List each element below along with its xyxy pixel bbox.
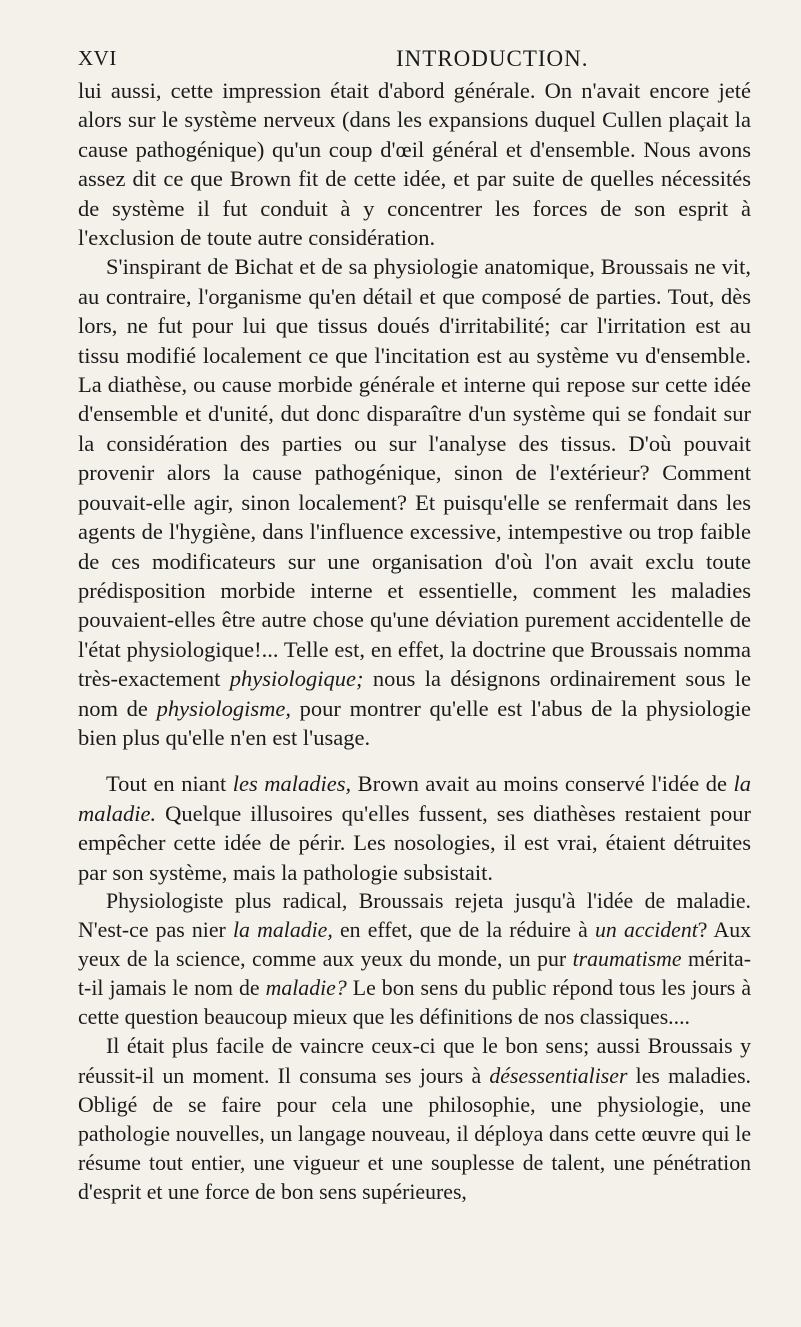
- italic-term: la maladie.: [78, 771, 751, 826]
- text-run: Il était plus facile de vaincre ceux-ci que le bon sens; aussi Broussais y réussit-il un moment. Il consuma ses jours à: [78, 1034, 751, 1088]
- page-header: [78, 0, 751, 76]
- body-text: [78, 76, 751, 1207]
- page-number: XVI: [78, 46, 117, 70]
- text-run: Quelque illusoires qu'elles fussent, ses diathèses restaient pour empêcher cette idée de périr. Les nosologies, il est vrai, étaient détruites par son système, mais la pathologie subsistait.: [78, 800, 751, 885]
- paragraph-2: [78, 252, 751, 752]
- paragraph-3: [78, 769, 751, 887]
- text-run: Tout en niant: [106, 771, 233, 797]
- italic-term: un accident: [594, 918, 698, 943]
- italic-term: la maladie,: [232, 918, 333, 943]
- text-run: en effet, que de la réduire à: [332, 918, 595, 943]
- italic-term: physiologique;: [229, 666, 364, 692]
- text-run: pour montrer qu'elle est l'abus de la physiologie bien plus qu'elle n'en est l'usage.: [78, 695, 751, 750]
- italic-term: traumatisme: [572, 947, 682, 972]
- italic-term: maladie?: [265, 976, 347, 1001]
- text-run: Physiologiste plus radical, Broussais rejeta jusqu'à l'idée de maladie. N'est-ce pas nier: [78, 888, 751, 943]
- running-title: INTRODUCTION.: [396, 46, 589, 71]
- text-run: les maladies. Obligé de se faire pour cela une philosophie, une physiologie, une pathologie nouvelles, un langage nouveau, il déploya dans cette œuvre qui le résume tout entier, une vigueur et une souplesse de talent, une pénétration d'esprit et une force de bon sens supérieures,: [78, 1063, 752, 1204]
- paragraph-5: [78, 1032, 751, 1207]
- italic-term: les maladies,: [232, 771, 352, 797]
- paragraph-4: [78, 887, 751, 1032]
- text-run: nous la désignons ordinairement sous le nom de: [78, 666, 751, 721]
- italic-term: physiologisme,: [156, 695, 291, 721]
- text-run: ? Aux yeux de la science, comme aux yeux du monde, un pur: [78, 918, 751, 972]
- paragraph-1: [78, 76, 751, 252]
- text-run: Brown avait au moins conservé l'idée de: [351, 771, 734, 797]
- text-run: lui aussi, cette impression était d'abord générale. On n'avait encore jeté alors sur le système nerveux (dans les expansions duquel Cullen plaçait la cause pathogénique) qu'un coup d'œil général et d'ensemble. Nous avons assez dit ce que Brown fit de cette idée, et par suite de quelles nécessités de système il fut conduit à y concentrer les forces de son esprit à l'exclusion de toute autre considération.: [78, 78, 751, 251]
- text-run: Le bon sens du public répond tous les jours à cette question beaucoup mieux que les définitions de nos classiques....: [78, 976, 751, 1030]
- text-run: S'inspirant de Bichat et de sa physiologie anatomique, Broussais ne vit, au contraire, l'organisme qu'en détail et que composé de parties. Tout, dès lors, ne fut pour lui que tissus doués d'irritabilité; car l'irritation est au tissu modifié localement ce que l'incitation est au système vu d'ensemble. La diathèse, ou cause morbide générale et interne qui repose sur cette idée d'ensemble et d'unité, dut donc disparaître d'un système qui se fondait sur la considération des parties ou sur l'analyse des tissus. D'où pouvait provenir alors la cause pathogénique, sinon de l'extérieur? Comment pouvait-elle agir, sinon localement? Et puisqu'elle se renfermait dans les agents de l'hygiène, dans l'influence excessive, intempestive ou trop faible de ces modificateurs sur une organisation d'où l'on avait exclu toute prédisposition morbide interne et essentielle, comment les maladies pouvaient-elles être autre chose qu'une déviation purement accidentelle de l'état physiologique!... Telle est, en effet, la doctrine que Broussais nomma très-exactement: [78, 254, 751, 692]
- text-run: mérita-t-il jamais le nom de: [78, 947, 751, 1001]
- italic-term: désessentialiser: [489, 1063, 628, 1088]
